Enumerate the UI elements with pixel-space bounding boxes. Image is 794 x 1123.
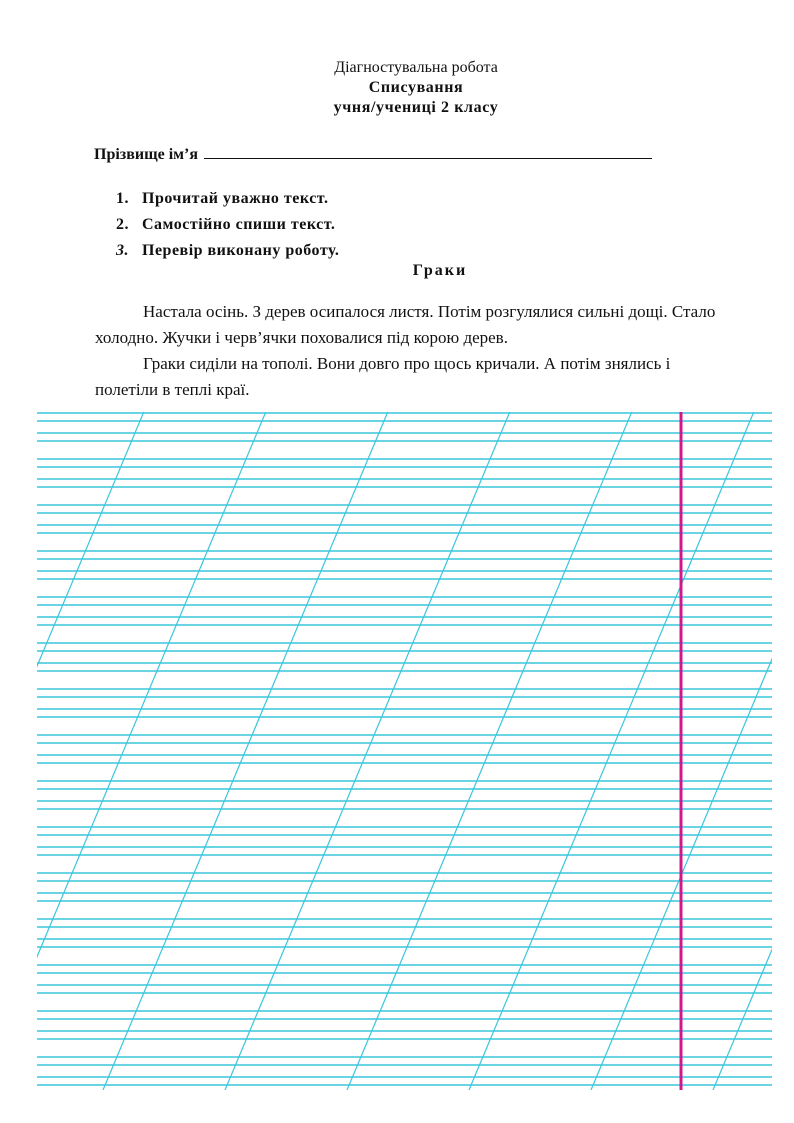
task-item [116, 212, 339, 238]
story-title: Граки [412, 262, 468, 279]
header-subtitle: Діагностувальна робота [334, 59, 498, 76]
task-text: Самостійно спиши текст. [142, 216, 336, 233]
task-text: Перевір виконану роботу. [142, 242, 340, 259]
task-item [116, 238, 339, 264]
task-item [116, 186, 339, 212]
name-field-blank[interactable] [204, 144, 652, 159]
header-grade: учня/учениці 2 класу [333, 99, 499, 116]
task-list [116, 186, 339, 264]
task-text: Прочитай уважно текст. [142, 190, 329, 207]
slant-line [37, 412, 266, 1090]
slant-line [225, 412, 510, 1090]
name-field [94, 144, 652, 164]
slant-line [103, 412, 388, 1090]
story-paragraph: Настала осінь. З дерев осипалося листя. Потім розгулялися сильні дощі. Стало холодно. Жучки і черв’ячки поховалися під корою дерев. [95, 302, 716, 347]
task-number: 1. [116, 190, 129, 207]
story-paragraph: Граки сиділи на тополі. Вони довго про щось кричали. А потім знялись і полетіли в теплі краї. [95, 354, 671, 399]
slant-line [469, 412, 754, 1090]
name-field-label: Прізвище ім’я [94, 146, 199, 163]
slant-line [713, 412, 772, 1090]
slant-line [37, 412, 144, 1090]
task-number: 3. [116, 242, 129, 259]
header-title: Списування [368, 79, 464, 96]
story-text [95, 299, 735, 403]
ruled-grid [37, 412, 772, 1090]
document-header [0, 58, 794, 118]
slant-line [347, 412, 632, 1090]
task-number: 2. [116, 216, 129, 233]
handwriting-area[interactable] [37, 412, 772, 1090]
